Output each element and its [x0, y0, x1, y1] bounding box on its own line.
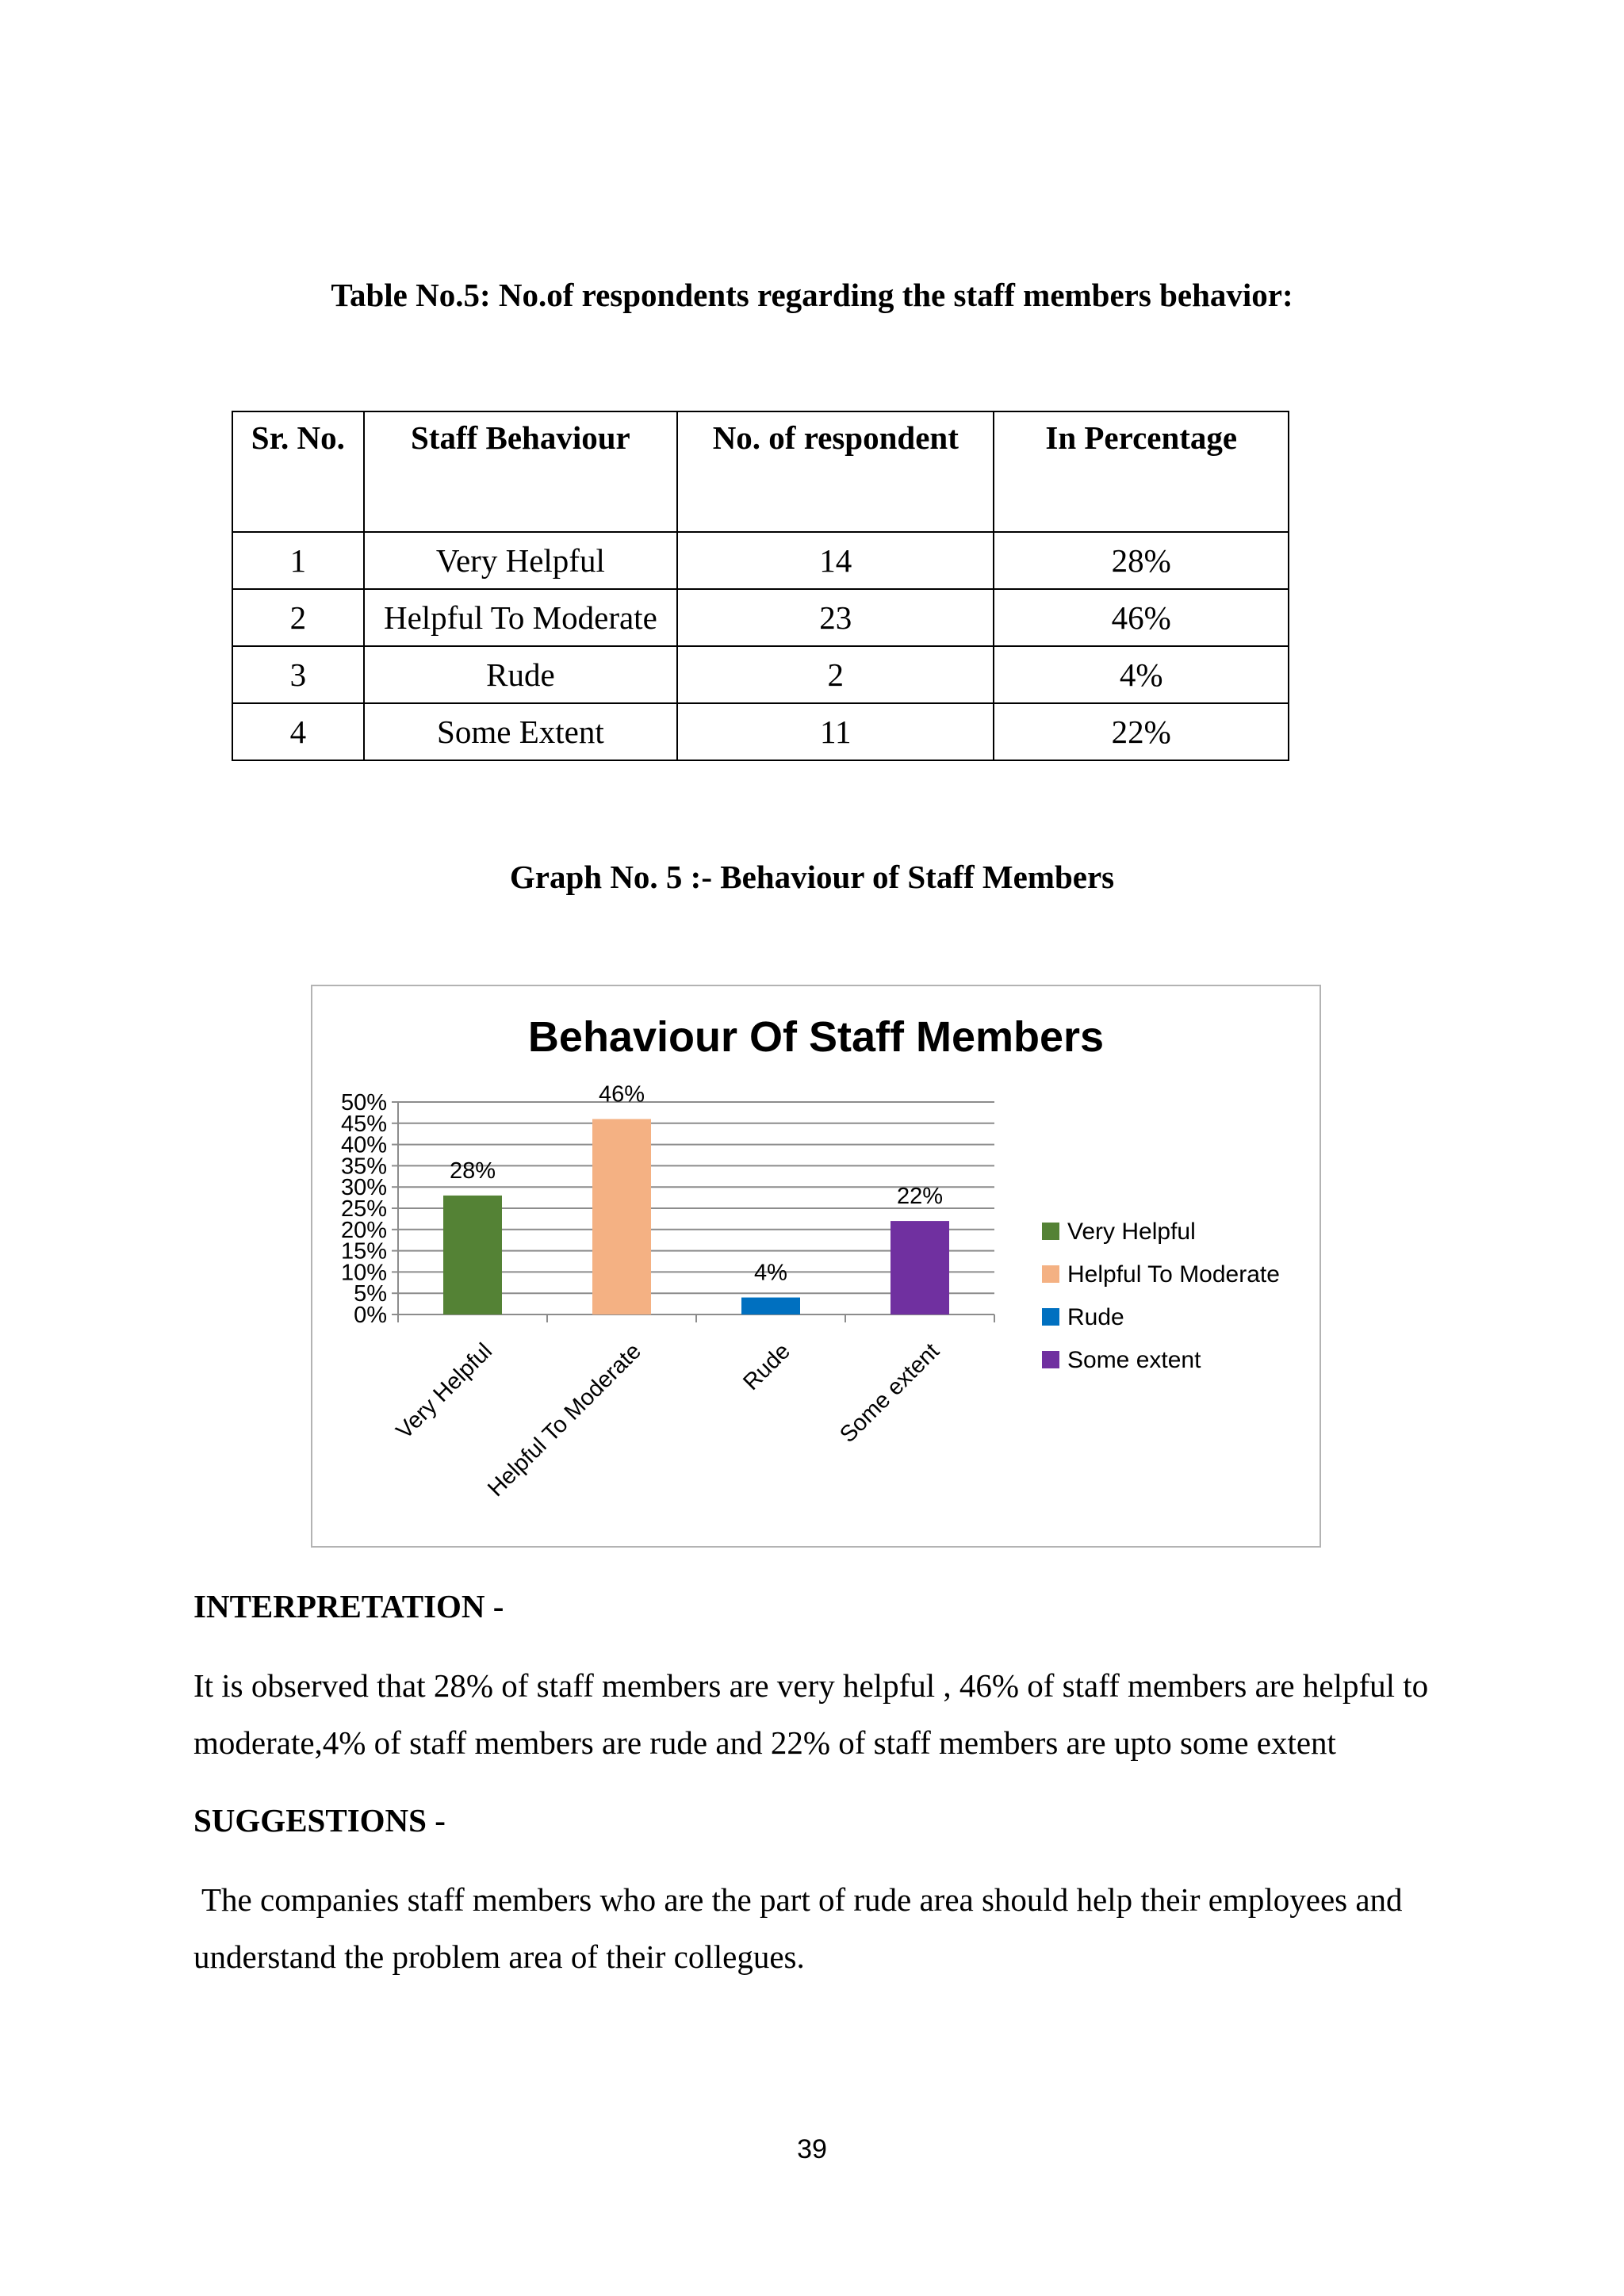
- table-cell: 2: [232, 589, 364, 646]
- table-cell: 11: [677, 703, 994, 760]
- page-number: 39: [797, 2134, 827, 2164]
- legend-label: Very Helpful: [1067, 1219, 1196, 1245]
- suggestions-heading: SUGGESTIONS -: [193, 1802, 446, 1839]
- bar: [741, 1298, 800, 1314]
- y-tick-label: 15%: [340, 1238, 387, 1265]
- x-category-label: Some extent: [835, 1338, 944, 1448]
- table-title: Table No.5: No.of respondents regarding the staff members behavior:: [331, 277, 1293, 313]
- y-tick-label: 20%: [340, 1217, 387, 1243]
- legend-swatch: [1042, 1308, 1059, 1326]
- table-cell: Rude: [364, 646, 677, 703]
- column-header: Sr. No.: [232, 411, 364, 532]
- table-cell: Very Helpful: [364, 532, 677, 589]
- chart-title: Behaviour Of Staff Members: [527, 1013, 1105, 1061]
- chart-svg: [312, 986, 1320, 1546]
- y-tick-label: 35%: [340, 1154, 387, 1180]
- x-category-label: Helpful To Moderate: [483, 1338, 646, 1502]
- y-tick-label: 30%: [340, 1175, 387, 1201]
- column-header: Staff Behaviour: [364, 411, 677, 532]
- legend-label: Some extent: [1067, 1347, 1201, 1373]
- suggestions-text: The companies staff members who are the part of rude area should help their employees and understand the problem area of their collegues.: [193, 1881, 1403, 1975]
- respondents-table: [232, 411, 1289, 761]
- x-category-label: Very Helpful: [391, 1338, 497, 1445]
- y-tick-label: 5%: [354, 1281, 387, 1307]
- column-header: No. of respondent: [677, 411, 994, 532]
- legend-label: Helpful To Moderate: [1067, 1261, 1280, 1288]
- table-cell: 4: [232, 703, 364, 760]
- table-cell: 1: [232, 532, 364, 589]
- legend-swatch: [1042, 1351, 1059, 1368]
- x-category-label: Rude: [738, 1338, 795, 1395]
- bar: [592, 1119, 651, 1314]
- table-cell: 22%: [994, 703, 1289, 760]
- interpretation-text: It is observed that 28% of staff members are very helpful , 46% of staff members are helpful to moderate,4% of staff members are rude and 22% of staff members are upto some extent: [193, 1667, 1429, 1761]
- legend-label: Rude: [1067, 1304, 1124, 1330]
- y-tick-label: 0%: [354, 1303, 387, 1328]
- column-header: In Percentage: [994, 411, 1289, 532]
- table-cell: 4%: [994, 646, 1289, 703]
- y-tick-label: 40%: [340, 1132, 387, 1158]
- legend-swatch: [1042, 1265, 1059, 1283]
- y-tick-label: 10%: [340, 1260, 387, 1286]
- y-tick-label: 25%: [340, 1196, 387, 1222]
- data-label: 46%: [598, 1081, 645, 1108]
- bar: [443, 1196, 502, 1314]
- table-header-row: [232, 411, 1289, 532]
- y-tick-label: 50%: [340, 1090, 387, 1115]
- table-cell: Some Extent: [364, 703, 677, 760]
- table-row: [232, 703, 1289, 760]
- data-label: 28%: [449, 1158, 496, 1184]
- table-row: [232, 532, 1289, 589]
- data-label: 22%: [896, 1184, 944, 1210]
- bar: [891, 1221, 949, 1314]
- chart-bars: [443, 1119, 949, 1314]
- table-cell: 3: [232, 646, 364, 703]
- table-row: [232, 646, 1289, 703]
- interpretation-heading: INTERPRETATION -: [193, 1588, 504, 1624]
- table-cell: 2: [677, 646, 994, 703]
- table-cell: Helpful To Moderate: [364, 589, 677, 646]
- graph-title: Graph No. 5 :- Behaviour of Staff Members: [509, 859, 1115, 895]
- data-label: 4%: [754, 1260, 787, 1286]
- legend-swatch: [1042, 1223, 1059, 1240]
- table-cell: 46%: [994, 589, 1289, 646]
- table-row: [232, 589, 1289, 646]
- bar-chart: [311, 985, 1321, 1548]
- y-tick-label: 45%: [340, 1111, 387, 1137]
- table-cell: 23: [677, 589, 994, 646]
- table-cell: 28%: [994, 532, 1289, 589]
- table-cell: 14: [677, 532, 994, 589]
- chart-legend: [1042, 1219, 1280, 1373]
